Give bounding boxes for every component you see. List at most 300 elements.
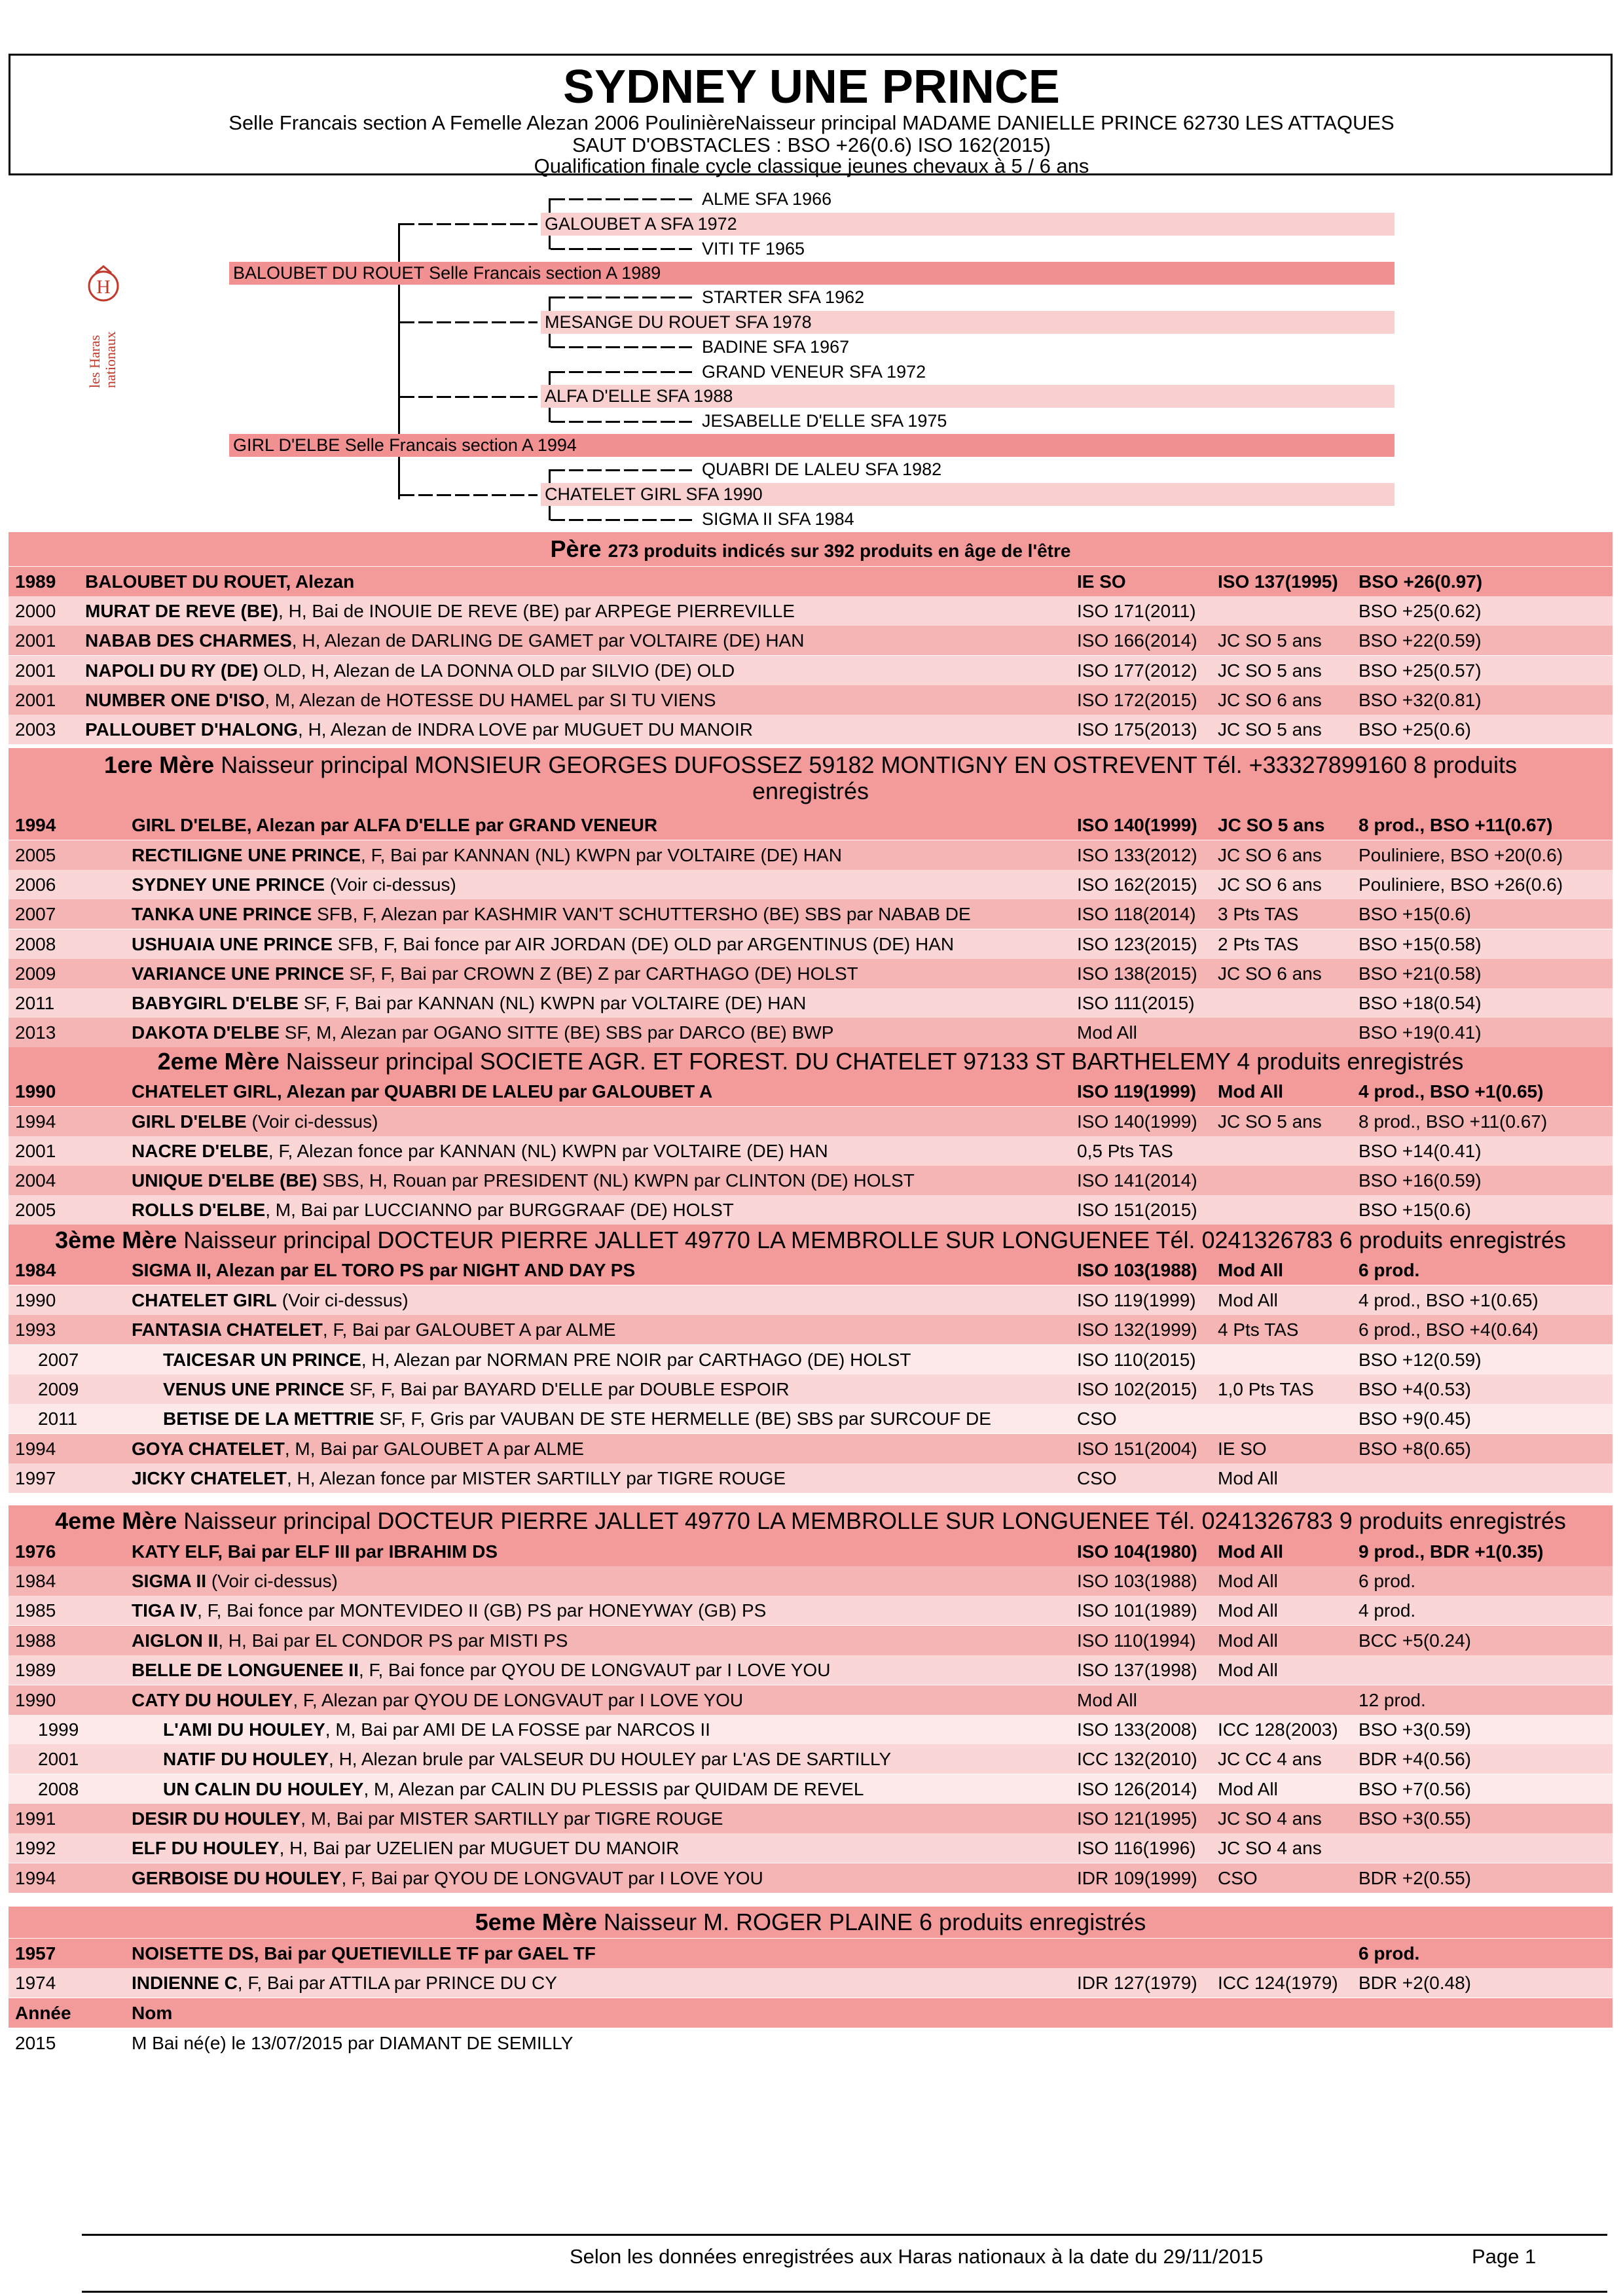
page-title: SYDNEY UNE PRINCE <box>563 61 1060 113</box>
pedigree-sire: BALOUBET DU ROUET Selle Francais section A 1989 <box>229 262 1395 285</box>
section-mere-4: 4eme Mère Naisseur principal DOCTEUR PIERRE JALLET 49770 LA MEMBROLLE SUR LONGUENEE Tél. 0241326783 9 produits enregistrés <box>9 1505 1613 1537</box>
horse-name: ROLLS D'ELBE <box>132 1200 266 1220</box>
row-name <box>132 1537 498 1566</box>
row-name <box>163 1715 710 1744</box>
row-bso: BSO +32(0.81) <box>1359 690 1482 710</box>
row-bso: 9 prod., BDR +1(0.35) <box>1359 1541 1544 1562</box>
horse-name: CHATELET GIRL <box>132 1290 277 1310</box>
row-bso: BSO +8(0.65) <box>1359 1439 1471 1459</box>
row-name <box>85 596 795 626</box>
row-name <box>132 1863 763 1893</box>
row-name <box>132 810 657 840</box>
horse-details: , F, Bai fonce par QYOU DE LONGVAUT par I LOVE YOU <box>358 1660 831 1680</box>
horse-details: , F, Bai par QYOU DE LONGVAUT par I LOVE YOU <box>341 1868 763 1888</box>
horse-name: NACRE D'ELBE <box>132 1141 268 1161</box>
table-row <box>9 1107 1613 1136</box>
row-name <box>132 1804 723 1833</box>
row-year: 1984 <box>15 1260 56 1280</box>
table-row <box>9 870 1613 899</box>
row-qualif: Mod All <box>1218 1260 1284 1280</box>
pedigree-g3-6: JESABELLE D'ELLE SFA 1975 <box>702 411 947 431</box>
footer-text: Selon les données enregistrées aux Haras nationaux à la date du 29/11/2015 <box>570 2245 1264 2268</box>
row-index: ISO 137(1998) <box>1077 1660 1197 1680</box>
horse-details: , F, Alezan fonce par KANNAN (NL) KWPN par VOLTAIRE (DE) HAN <box>268 1141 828 1161</box>
row-bso: 4 prod. <box>1359 1600 1416 1621</box>
row-index: ISO 175(2013) <box>1077 719 1197 740</box>
svg-text:H: H <box>96 276 111 298</box>
row-year: 2009 <box>15 963 56 984</box>
horse-name: SIGMA II <box>132 1571 207 1591</box>
pedigree-g3-3: STARTER SFA 1962 <box>702 287 865 307</box>
horse-details: , F, Bai fonce par MONTEVIDEO II (GB) PS par HONEYWAY (GB) PS <box>197 1600 767 1621</box>
row-qualif: Mod All <box>1218 1660 1278 1680</box>
row-name <box>132 1255 635 1285</box>
pedigree-g2-3: ALFA D'ELLE SFA 1988 <box>541 385 1395 408</box>
horse-name: DAKOTA D'ELBE <box>132 1022 280 1043</box>
horse-name: DESIR DU HOULEY <box>132 1808 301 1829</box>
row-year: 1988 <box>15 1630 56 1651</box>
row-year: 1994 <box>15 1439 56 1459</box>
horse-name: CATY DU HOULEY <box>132 1690 293 1710</box>
row-index: ISO 140(1999) <box>1077 1111 1197 1132</box>
row-qualif: JC SO 5 ans <box>1218 660 1322 681</box>
row-year: 2008 <box>15 934 56 954</box>
row-index: Mod All <box>1077 1690 1137 1710</box>
table-row <box>9 1404 1613 1433</box>
row-bso: 6 prod. <box>1359 1260 1420 1280</box>
row-year: Année <box>15 2003 71 2023</box>
table-row <box>9 810 1613 840</box>
pedigree-g3-8: SIGMA II SFA 1984 <box>702 509 854 529</box>
horse-name: BALOUBET DU ROUET, Alezan <box>85 571 355 592</box>
horse-name: JICKY CHATELET <box>132 1468 287 1488</box>
horse-name: Nom <box>132 2003 173 2023</box>
table-row <box>9 1655 1613 1685</box>
row-name <box>132 1968 557 1998</box>
table-row <box>9 1744 1613 1774</box>
row-year: 2001 <box>38 1749 79 1769</box>
row-year: 2008 <box>38 1779 79 1799</box>
row-bso: BDR +2(0.55) <box>1359 1868 1471 1888</box>
table-row <box>9 1566 1613 1596</box>
row-index: ISO 171(2011) <box>1077 601 1196 621</box>
row-year: 1976 <box>15 1541 56 1562</box>
row-qualif: ISO 137(1995) <box>1218 571 1338 592</box>
row-index: ISO 138(2015) <box>1077 963 1197 984</box>
table-row <box>9 626 1613 655</box>
horse-details: , H, Alezan de DARLING DE GAMET par VOLTAIRE (DE) HAN <box>291 630 805 651</box>
pedigree-g3-5: GRAND VENEUR SFA 1972 <box>702 362 926 382</box>
row-name <box>85 567 354 596</box>
row-name <box>163 1744 891 1774</box>
table-row <box>9 1463 1613 1493</box>
row-year: 1989 <box>15 1660 56 1680</box>
svg-text:les Haras: les Haras <box>86 334 103 388</box>
section-mere-5: 5eme Mère Naisseur M. ROGER PLAINE 6 produits enregistrés <box>9 1907 1613 1938</box>
row-qualif: 2 Pts TAS <box>1218 934 1299 954</box>
horse-name: KATY ELF, Bai par ELF III par IBRAHIM DS <box>132 1541 498 1562</box>
footer-divider <box>82 2234 1607 2236</box>
horse-name: GERBOISE DU HOULEY <box>132 1868 342 1888</box>
row-bso: BSO +14(0.41) <box>1359 1141 1482 1161</box>
horse-name: NAPOLI DU RY (DE) <box>85 660 259 681</box>
row-year: 2007 <box>15 904 56 924</box>
row-qualif: JC SO 5 ans <box>1218 630 1322 651</box>
row-name <box>132 1596 766 1625</box>
row-year: 2011 <box>38 1408 78 1429</box>
row-year: 1984 <box>15 1571 56 1591</box>
row-qualif: ICC 128(2003) <box>1218 1719 1338 1740</box>
row-index: CSO <box>1077 1408 1117 1429</box>
row-name <box>132 1998 172 2028</box>
row-name <box>132 1566 338 1596</box>
table-row <box>9 1596 1613 1625</box>
horse-details: , H, Bai par EL CONDOR PS par MISTI PS <box>218 1630 568 1651</box>
row-name <box>132 929 954 959</box>
table-row <box>9 988 1613 1018</box>
row-qualif: Mod All <box>1218 1290 1278 1310</box>
row-name <box>132 1136 828 1166</box>
row-index: ISO 140(1999) <box>1077 815 1197 835</box>
row-index: ISO 151(2004) <box>1077 1439 1197 1459</box>
horse-details: SF, F, Bai par BAYARD D'ELLE par DOUBLE ESPOIR <box>344 1379 790 1399</box>
row-bso: Pouliniere, BSO +26(0.6) <box>1359 874 1563 895</box>
horse-name: BELLE DE LONGUENEE II <box>132 1660 359 1680</box>
horse-details: , M, Bai par MISTER SARTILLY par TIGRE ROUGE <box>301 1808 723 1829</box>
row-year: 1993 <box>15 1319 56 1340</box>
horse-name: USHUAIA UNE PRINCE <box>132 934 333 954</box>
row-year: 2000 <box>15 601 56 621</box>
row-qualif: Mod All <box>1218 1541 1284 1562</box>
horse-name: MURAT DE REVE (BE) <box>85 601 279 621</box>
table-row <box>9 1285 1613 1315</box>
horse-name: VARIANCE UNE PRINCE <box>132 963 344 984</box>
row-index: ISO 132(1999) <box>1077 1319 1197 1340</box>
horse-details: , H, Bai par UZELIEN par MUGUET DU MANOIR <box>279 1838 680 1858</box>
svg-text:nationaux: nationaux <box>102 331 119 388</box>
pedigree-g3-7: QUABRI DE LALEU SFA 1982 <box>702 459 942 479</box>
row-qualif: JC SO 4 ans <box>1218 1838 1322 1858</box>
table-row <box>9 1166 1613 1195</box>
row-qualif: JC CC 4 ans <box>1218 1749 1322 1769</box>
row-index: IDR 127(1979) <box>1077 1973 1197 1993</box>
row-bso: BSO +16(0.59) <box>1359 1170 1482 1191</box>
table-row <box>9 1537 1613 1566</box>
row-name <box>132 988 806 1018</box>
row-bso: BSO +9(0.45) <box>1359 1408 1471 1429</box>
row-qualif: IE SO <box>1218 1439 1267 1459</box>
row-year: 2015 <box>15 2033 56 2053</box>
section-mere-1: 1ere Mère Naisseur principal MONSIEUR GEORGES DUFOSSEZ 59182 MONTIGNY EN OSTREVENT Tél. +33327899160 8 produits enregistrés <box>9 748 1613 811</box>
horse-details: SF, F, Gris par VAUBAN DE STE HERMELLE (BE) SBS par SURCOUF DE <box>374 1408 991 1429</box>
table-row <box>9 1077 1613 1106</box>
horse-name: L'AMI DU HOULEY <box>163 1719 325 1740</box>
row-year: 1990 <box>15 1690 56 1710</box>
horse-name: TAICESAR UN PRINCE <box>163 1350 361 1370</box>
table-row <box>9 2028 1613 2058</box>
table-row <box>9 840 1613 870</box>
row-index: ISO 121(1995) <box>1077 1808 1197 1829</box>
row-name <box>132 1463 786 1493</box>
row-name <box>132 1434 584 1463</box>
row-bso: 8 prod., BSO +11(0.67) <box>1359 1111 1548 1132</box>
table-row <box>9 1255 1613 1285</box>
row-year: 1985 <box>15 1600 56 1621</box>
horse-details: , M, Bai par GALOUBET A par ALME <box>284 1439 584 1459</box>
horse-name: BABYGIRL D'ELBE <box>132 993 299 1013</box>
horse-details: , H, Alezan fonce par MISTER SARTILLY par TIGRE ROUGE <box>287 1468 786 1488</box>
row-index: ISO 104(1980) <box>1077 1541 1197 1562</box>
row-bso: 6 prod., BSO +4(0.64) <box>1359 1319 1539 1340</box>
row-index: ISO 102(2015) <box>1077 1379 1197 1399</box>
row-bso: BSO +18(0.54) <box>1359 993 1482 1013</box>
row-name <box>132 1833 680 1863</box>
row-name <box>132 959 858 988</box>
table-row <box>9 1136 1613 1166</box>
row-qualif: ICC 124(1979) <box>1218 1973 1338 1993</box>
row-index: ISO 133(2012) <box>1077 845 1197 865</box>
row-qualif: Mod All <box>1218 1779 1278 1799</box>
row-bso: BSO +7(0.56) <box>1359 1779 1471 1799</box>
row-bso: BSO +25(0.62) <box>1359 601 1482 621</box>
row-qualif: Mod All <box>1218 1571 1278 1591</box>
table-row <box>9 1833 1613 1863</box>
horse-name: ELF DU HOULEY <box>132 1838 280 1858</box>
row-bso: BSO +25(0.57) <box>1359 660 1482 681</box>
row-index: ISO 116(1996) <box>1077 1838 1196 1858</box>
row-index: ISO 119(1999) <box>1077 1081 1197 1102</box>
table-row <box>9 1998 1613 2028</box>
row-year: 2007 <box>38 1350 79 1370</box>
row-index: ISO 151(2015) <box>1077 1200 1197 1220</box>
horse-name: UN CALIN DU HOULEY <box>163 1779 364 1799</box>
row-name <box>132 899 971 929</box>
table-row <box>9 929 1613 959</box>
row-name <box>163 1774 864 1804</box>
row-bso: 4 prod., BSO +1(0.65) <box>1359 1290 1539 1310</box>
row-bso: BSO +19(0.41) <box>1359 1022 1482 1043</box>
row-name <box>85 685 716 715</box>
row-bso: BCC +5(0.24) <box>1359 1630 1471 1651</box>
table-row <box>9 1315 1613 1344</box>
row-year: 1990 <box>15 1290 56 1310</box>
horse-name: UNIQUE D'ELBE (BE) <box>132 1170 318 1191</box>
row-qualif: JC SO 5 ans <box>1218 719 1322 740</box>
table-row <box>9 685 1613 715</box>
row-year: 2011 <box>15 993 55 1013</box>
row-name <box>132 840 842 870</box>
row-year: 1994 <box>15 1111 56 1132</box>
row-name <box>132 1077 712 1106</box>
horse-details: , F, Bai par ATTILA par PRINCE DU CY <box>237 1973 557 1993</box>
row-bso: BSO +3(0.55) <box>1359 1808 1471 1829</box>
horse-details: , H, Bai de INOUIE DE REVE (BE) par ARPEGE PIERREVILLE <box>278 601 795 621</box>
table-row <box>9 1939 1613 1968</box>
row-bso: 8 prod., BSO +11(0.67) <box>1359 815 1553 835</box>
horse-name: PALLOUBET D'HALONG <box>85 719 299 740</box>
row-name <box>132 1018 833 1047</box>
horse-name: INDIENNE C <box>132 1973 238 1993</box>
row-name <box>85 715 753 744</box>
row-qualif: 4 Pts TAS <box>1218 1319 1299 1340</box>
row-index: ISO 123(2015) <box>1077 934 1197 954</box>
horse-name: NABAB DES CHARMES <box>85 630 292 651</box>
horse-details: SF, F, Bai par CROWN Z (BE) Z par CARTHAGO (DE) HOLST <box>344 963 858 984</box>
horse-name: NUMBER ONE D'ISO <box>85 690 265 710</box>
table-row <box>9 656 1613 685</box>
row-qualif: JC SO 4 ans <box>1218 1808 1322 1829</box>
row-qualif: JC SO 5 ans <box>1218 1111 1322 1132</box>
pedigree-dam: GIRL D'ELBE Selle Francais section A 1994 <box>229 434 1395 457</box>
horse-details: SFB, F, Alezan par KASHMIR VAN'T SCHUTTERSHO (BE) SBS par NABAB DE <box>312 904 971 924</box>
row-year: 1997 <box>15 1468 56 1488</box>
row-year: 2009 <box>38 1379 79 1399</box>
row-bso: 6 prod. <box>1359 1571 1416 1591</box>
row-bso: 4 prod., BSO +1(0.65) <box>1359 1081 1544 1102</box>
row-qualif: CSO <box>1218 1868 1258 1888</box>
table-row <box>9 1968 1613 1998</box>
row-bso: BSO +15(0.58) <box>1359 934 1482 954</box>
row-name <box>132 1166 915 1195</box>
row-index: ISO 118(2014) <box>1077 904 1196 924</box>
row-index: ISO 141(2014) <box>1077 1170 1197 1191</box>
row-qualif: JC SO 6 ans <box>1218 690 1322 710</box>
row-bso: BSO +3(0.59) <box>1359 1719 1471 1740</box>
horse-details: , H, Alezan brule par VALSEUR DU HOULEY par L'AS DE SARTILLY <box>329 1749 892 1769</box>
horse-details: (Voir ci-dessus) <box>276 1290 409 1310</box>
row-name <box>163 1345 911 1374</box>
row-name <box>132 1626 568 1655</box>
row-qualif: Mod All <box>1218 1081 1284 1102</box>
row-year: 1974 <box>15 1973 56 1993</box>
horse-name: GIRL D'ELBE <box>132 1111 247 1132</box>
horse-name: NOISETTE DS, Bai par QUETIEVILLE TF par GAEL TF <box>132 1943 596 1964</box>
table-row <box>9 899 1613 929</box>
horse-details: SF, F, Bai par KANNAN (NL) KWPN par VOLTAIRE (DE) HAN <box>299 993 807 1013</box>
row-qualif: 3 Pts TAS <box>1218 904 1299 924</box>
row-index: IE SO <box>1077 571 1126 592</box>
row-name <box>132 1285 409 1315</box>
row-year: 2001 <box>15 660 56 681</box>
row-name <box>85 626 804 655</box>
row-name <box>132 2028 573 2058</box>
horse-name: SYDNEY UNE PRINCE <box>132 874 325 895</box>
section-pere: Père 273 produits indicés sur 392 produits en âge de l'être <box>9 532 1613 566</box>
row-bso: BDR +4(0.56) <box>1359 1749 1471 1769</box>
horse-details: , M, Alezan par CALIN DU PLESSIS par QUIDAM DE REVEL <box>363 1779 864 1799</box>
row-index: ISO 111(2015) <box>1077 993 1195 1013</box>
horse-details: OLD, H, Alezan de LA DONNA OLD par SILVIO (DE) OLD <box>258 660 735 681</box>
table-row <box>9 567 1613 596</box>
row-qualif: JC SO 5 ans <box>1218 815 1325 835</box>
row-year: 1989 <box>15 571 56 592</box>
row-year: 2005 <box>15 1200 56 1220</box>
horse-name: CHATELET GIRL, Alezan par QUABRI DE LALEU par GALOUBET A <box>132 1081 713 1102</box>
row-qualif: 1,0 Pts TAS <box>1218 1379 1314 1399</box>
table-row <box>9 1018 1613 1047</box>
haras-logo-icon <box>79 265 124 389</box>
horse-name: NATIF DU HOULEY <box>163 1749 329 1769</box>
row-bso: BSO +12(0.59) <box>1359 1350 1482 1370</box>
table-row <box>9 1626 1613 1655</box>
row-bso: 6 prod. <box>1359 1943 1420 1964</box>
row-year: 2006 <box>15 874 56 895</box>
row-qualif: JC SO 6 ans <box>1218 874 1322 895</box>
row-bso: BSO +25(0.6) <box>1359 719 1471 740</box>
row-name <box>163 1404 991 1433</box>
horse-details: , H, Alezan par NORMAN PRE NOIR par CARTHAGO (DE) HOLST <box>361 1350 911 1370</box>
horse-details: , M, Alezan de HOTESSE DU HAMEL par SI TU VIENS <box>264 690 716 710</box>
row-bso: Pouliniere, BSO +20(0.6) <box>1359 845 1563 865</box>
row-name <box>132 1655 830 1685</box>
pedigree-g3-4: BADINE SFA 1967 <box>702 337 850 357</box>
row-year: 2001 <box>15 1141 56 1161</box>
row-year: 2003 <box>15 719 56 740</box>
row-index: Mod All <box>1077 1022 1137 1043</box>
row-name <box>132 1685 743 1715</box>
row-year: 2013 <box>15 1022 56 1043</box>
row-index: ISO 110(1994) <box>1077 1630 1196 1651</box>
horse-details: SF, M, Alezan par OGANO SITTE (BE) SBS par DARCO (BE) BWP <box>279 1022 834 1043</box>
row-year: 2005 <box>15 845 56 865</box>
table-row <box>9 596 1613 626</box>
table-row <box>9 1863 1613 1893</box>
table-row <box>9 1685 1613 1715</box>
horse-name: TIGA IV <box>132 1600 198 1621</box>
row-index: ICC 132(2010) <box>1077 1749 1197 1769</box>
row-index: 0,5 Pts TAS <box>1077 1141 1173 1161</box>
row-bso: BSO +22(0.59) <box>1359 630 1482 651</box>
section-mere-3: 3ème Mère Naisseur principal DOCTEUR PIERRE JALLET 49770 LA MEMBROLLE SUR LONGUENEE Tél. 0241326783 6 produits enregistrés <box>9 1225 1613 1256</box>
row-qualif: JC SO 6 ans <box>1218 845 1322 865</box>
row-index: ISO 166(2014) <box>1077 630 1197 651</box>
row-name <box>163 1374 790 1404</box>
section-mere-2: 2eme Mère Naisseur principal SOCIETE AGR. ET FOREST. DU CHATELET 97133 ST BARTHELEMY 4 produits enregistrés <box>9 1046 1613 1077</box>
pedigree-g3-2: VITI TF 1965 <box>702 239 805 259</box>
row-bso: BSO +4(0.53) <box>1359 1379 1471 1399</box>
page-number: Page 1 <box>1472 2245 1537 2268</box>
horse-name: BETISE DE LA METTRIE <box>163 1408 374 1429</box>
table-row <box>9 959 1613 988</box>
horse-name: TANKA UNE PRINCE <box>132 904 312 924</box>
row-index: ISO 119(1999) <box>1077 1290 1196 1310</box>
header-line-1: Selle Francais section A Femelle Alezan 2006 PoulinièreNaisseur principal MADAME DANIELLE PRINCE 62730 LES ATTAQUES <box>228 111 1395 134</box>
row-bso: BDR +2(0.48) <box>1359 1973 1471 1993</box>
row-index: CSO <box>1077 1468 1117 1488</box>
row-name <box>132 1315 616 1344</box>
horse-name: VENUS UNE PRINCE <box>163 1379 344 1399</box>
row-qualif: Mod All <box>1218 1468 1278 1488</box>
row-year: 1999 <box>38 1719 79 1740</box>
table-row <box>9 1374 1613 1404</box>
table-row <box>9 1715 1613 1744</box>
pedigree-g2-2: MESANGE DU ROUET SFA 1978 <box>541 311 1395 334</box>
row-year: 1994 <box>15 1868 56 1888</box>
horse-name: GIRL D'ELBE, Alezan par ALFA D'ELLE par GRAND VENEUR <box>132 815 658 835</box>
pedigree-g3-1: ALME SFA 1966 <box>702 189 832 209</box>
table-row <box>9 715 1613 744</box>
row-name <box>85 656 735 685</box>
pedigree-g2-4: CHATELET GIRL SFA 1990 <box>541 483 1395 506</box>
row-bso: BSO +26(0.97) <box>1359 571 1483 592</box>
horse-details: SBS, H, Rouan par PRESIDENT (NL) KWPN par CLINTON (DE) HOLST <box>317 1170 915 1191</box>
footer-divider-bottom <box>82 2291 1607 2293</box>
horse-name: AIGLON II <box>132 1630 219 1651</box>
horse-details: , F, Bai par KANNAN (NL) KWPN par VOLTAIRE (DE) HAN <box>361 845 842 865</box>
row-name <box>132 1107 378 1136</box>
horse-details: , M, Bai par LUCCIANNO par BURGGRAAF (DE) HOLST <box>265 1200 734 1220</box>
horse-name: SIGMA II, Alezan par EL TORO PS par NIGHT AND DAY PS <box>132 1260 636 1280</box>
